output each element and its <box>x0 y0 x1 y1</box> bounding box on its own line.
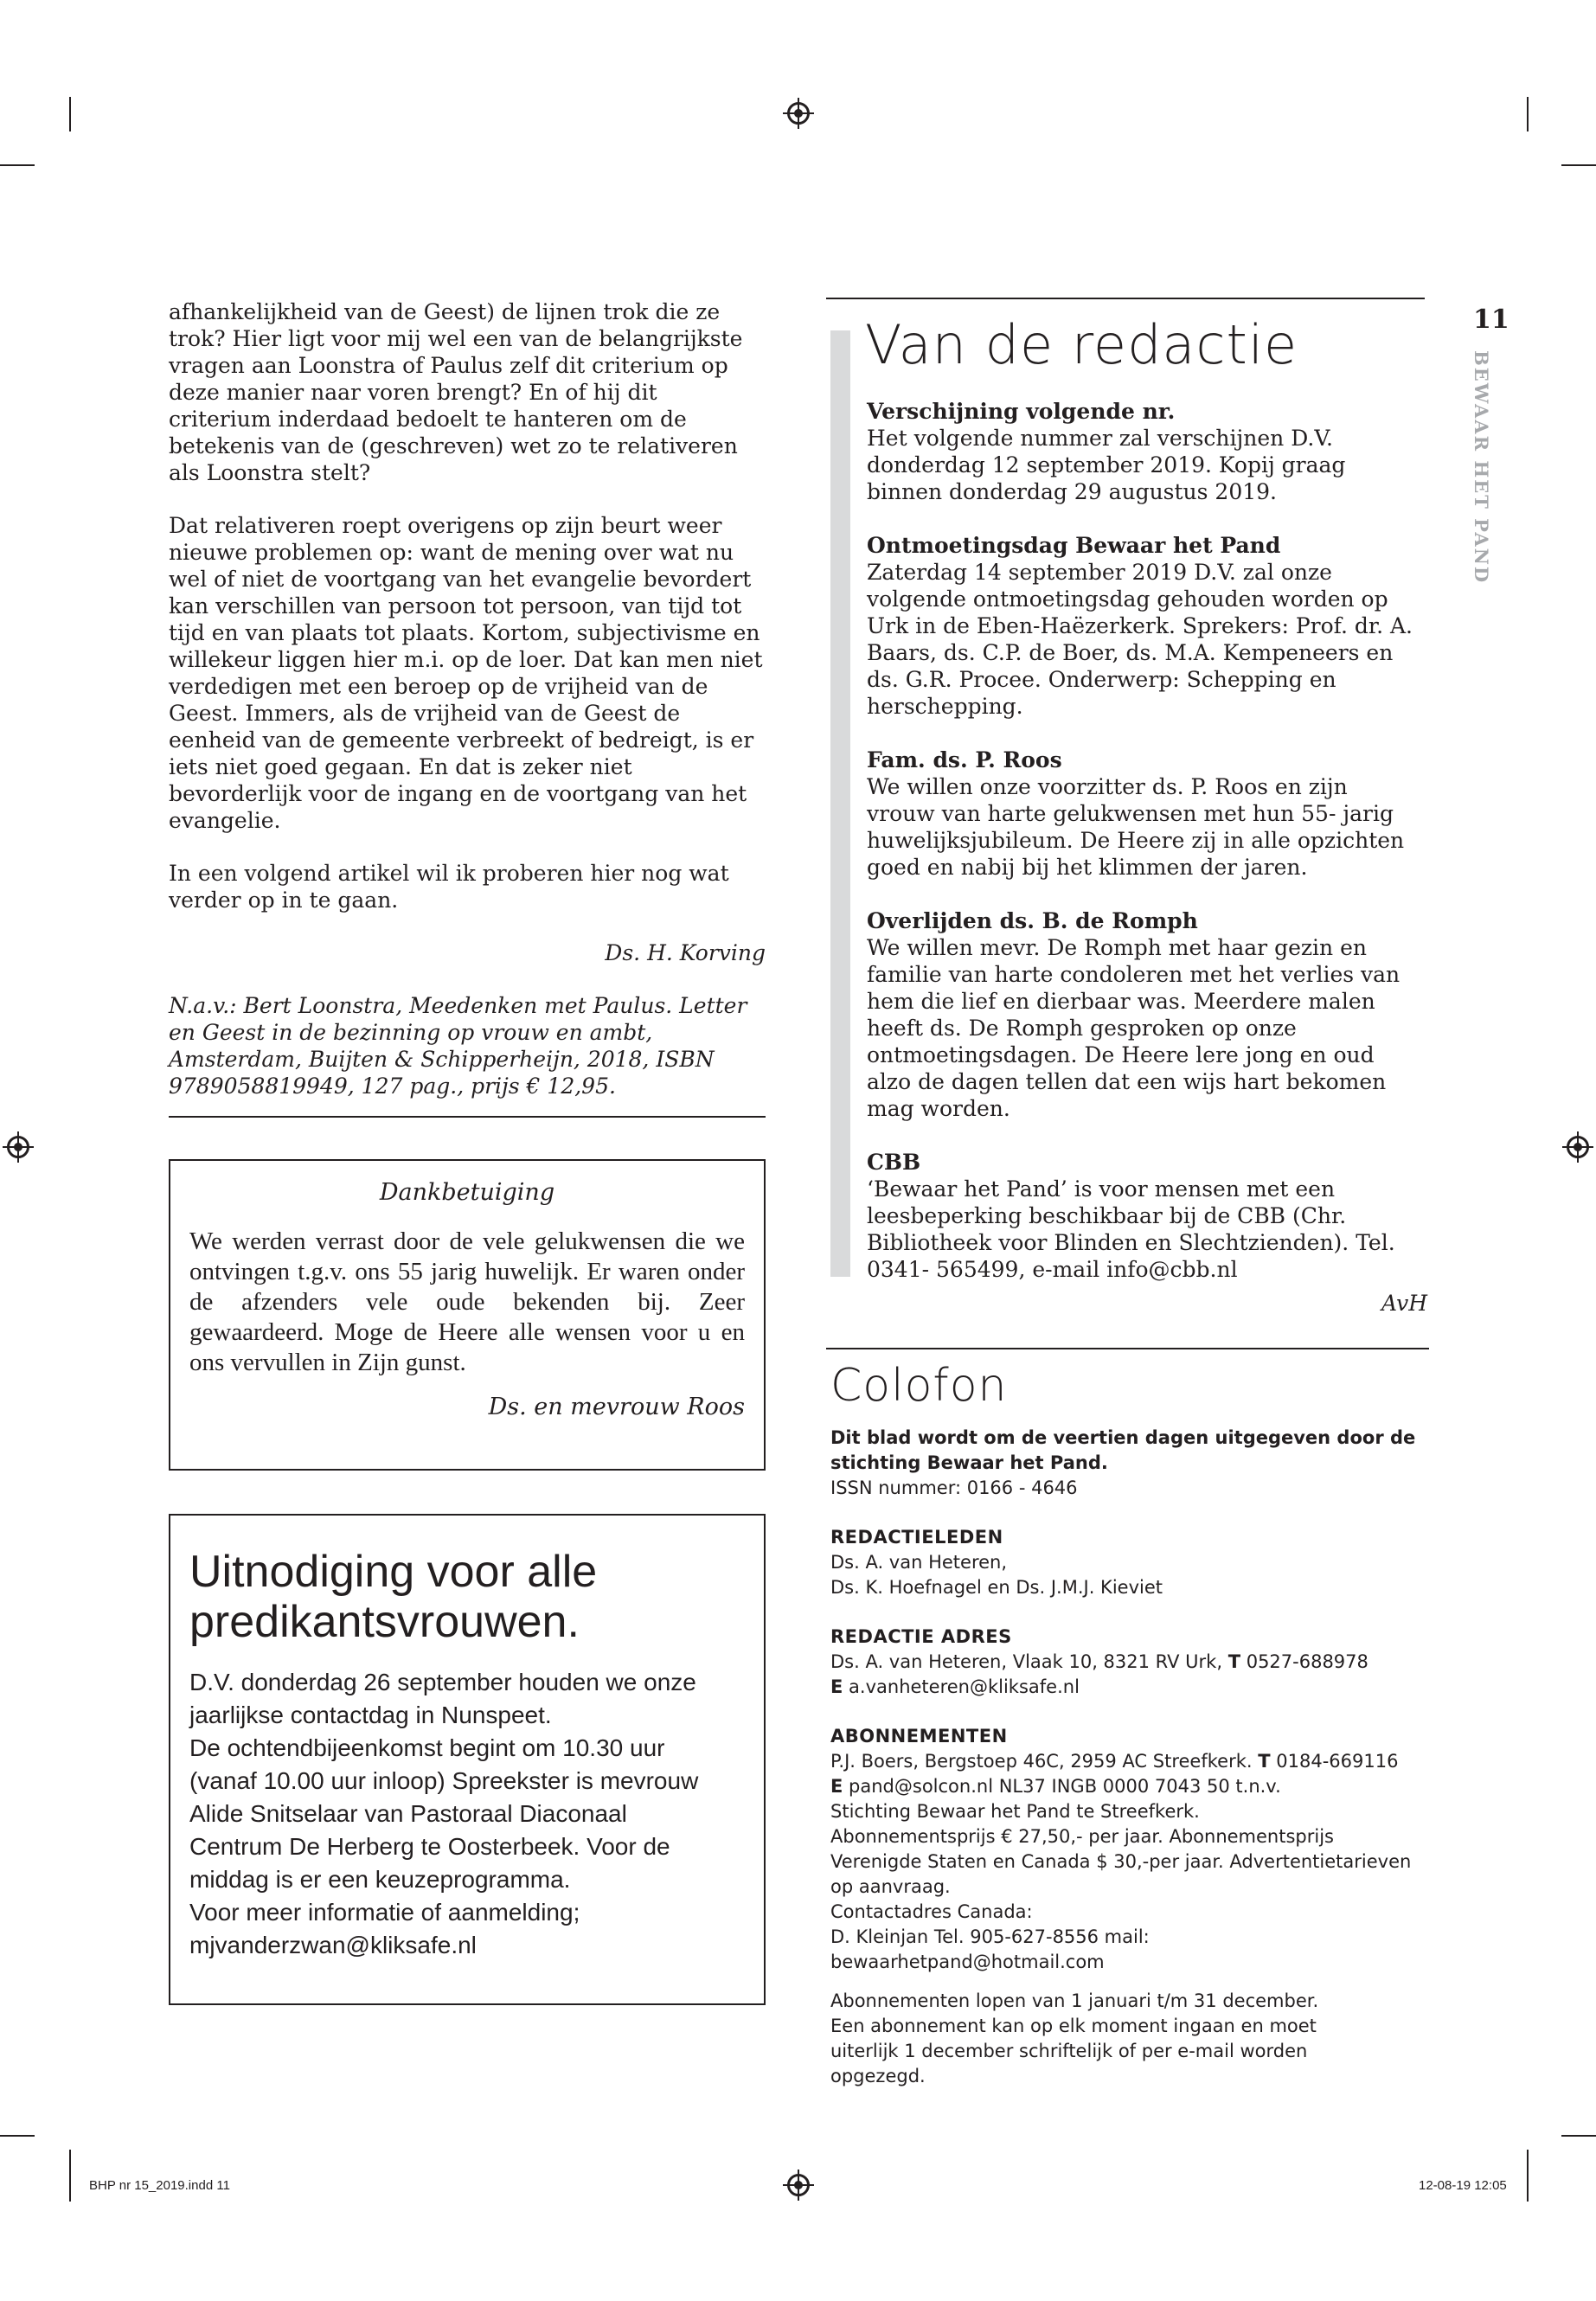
divider <box>826 298 1425 299</box>
redactie-body <box>867 398 1427 1317</box>
uitnodiging-text: D.V. donderdag 26 september houden we onze jaarlijkse contactdag in Nunspeet. De ochtendbijeenkomst begint om 10.30 uur (vanaf 10.00 uur inloop) Spreekster is mevrouw Alide Snitselaar van Pastoraal Diaconaal Centrum De Herberg te Oosterbeek. Voor de middag is er een keuzeprogramma. Voor meer informatie of aanmelding; mjvanderzwan@kliksafe.nl <box>189 1666 745 1962</box>
colofon-title: Colofon <box>830 1360 1008 1412</box>
redactie-email: a.vanheteren@kliksafe.nl <box>849 1676 1080 1697</box>
article-paragraph: In een volgend artikel wil ik proberen hier nog wat verder op in te gaan. <box>169 861 729 913</box>
redactie-text: ‘Bewaar het Pand’ is voor mensen met een leesbeperking beschikbaar bij de CBB (Chr. Bibliotheek voor Blinden en Slechtzienden). Tel. 0341- 565499, e-mail info@cbb.nl <box>867 1176 1395 1282</box>
article-reference-note: N.a.v.: Bert Loonstra, Meedenken met Paulus. Letter en Geest in de bezinning op vrouw en ambt, Amsterdam, Buijten & Schipperheijn, 2018, ISBN 9789058819949, 127 pag., prijs € 12,95. <box>169 993 747 1099</box>
crop-mark <box>0 164 35 166</box>
crop-mark <box>1527 2150 1529 2202</box>
redactie-title: Van de redactie <box>865 313 1298 376</box>
uitnodiging-title: Uitnodiging voor alle predikantsvrouwen. <box>189 1547 598 1647</box>
redactie-signature: AvH <box>1381 1291 1427 1316</box>
redactie-text: We willen onze voorzitter ds. P. Roos en zijn vrouw van harte gelukwensen met hun 55- jarig huwelijksjubileum. De Heere zij in alle opzichten goed en nabij bij het klimmen der jaren. <box>867 774 1405 880</box>
redactie-heading: Fam. ds. P. Roos <box>867 747 1062 772</box>
redactie-heading: Ontmoetingsdag Bewaar het Pand <box>867 533 1281 558</box>
redactie-text: Zaterdag 14 september 2019 D.V. zal onze volgende ontmoetingsdag gehouden worden op Urk in de Eben-Haëzerkerk. Sprekers: Prof. dr. A. Baars, ds. C.P. de Boer, ds. M.A. Kempeneers en ds. G.R. Procee. Onderwerp: Schepping en herschepping. <box>867 560 1413 719</box>
redactie-text: We willen mevr. De Romph met haar gezin en familie van harte condoleren met het verlies van hem die lief en dierbaar was. Meerdere malen heeft ds. De Romph gesproken op onze ontmoetingsdagen. De Heere lere jong en oud alzo de dagen tellen dat een wijs hart bekomen mag worden. <box>867 935 1401 1121</box>
crop-mark <box>0 2135 35 2137</box>
colofon-issn: ISSN nummer: 0166 - 4646 <box>830 1477 1078 1498</box>
uitnodiging-box <box>169 1514 766 2005</box>
footer-datetime: 12-08-19 12:05 <box>1419 2178 1507 2193</box>
redactie-heading: Overlijden ds. B. de Romph <box>867 908 1198 933</box>
page-number: 11 <box>1473 304 1509 335</box>
divider <box>169 1116 766 1118</box>
redactie-grey-bar <box>830 330 850 1277</box>
registration-mark-icon <box>1567 1136 1589 1158</box>
article-signature: Ds. H. Korving <box>605 940 766 965</box>
dankbetuiging-box <box>169 1159 766 1471</box>
article-text <box>169 298 766 1125</box>
registration-mark-icon <box>7 1136 29 1158</box>
redactie-heading: CBB <box>867 1150 921 1175</box>
crop-mark <box>1561 2135 1596 2137</box>
redactie-heading: Verschijning volgende nr. <box>867 399 1176 424</box>
colofon-intro: Dit blad wordt om de veertien dagen uitgegeven door de stichting Bewaar het Pand. <box>830 1427 1416 1473</box>
colofon-heading: REDACTIE ADRES <box>830 1626 1012 1647</box>
registration-mark-icon <box>787 2174 810 2196</box>
article-paragraph: afhankelijkheid van de Geest) de lijnen trok die ze trok? Hier ligt voor mij wel een van de belangrijkste vragen aan Loonstra of Paulus zelf dit criterium op deze manier naar voren brengt? En of hij dit criterium inderdaad bedoelt te hanteren om de betekenis van de (geschreven) wet zo te relativeren als Loonstra stelt? <box>169 299 743 485</box>
article-paragraph: Dat relativeren roept overigens op zijn beurt weer nieuwe problemen op: want de mening over wat nu wel of niet de voortgang van het evangelie bevordert kan verschillen van persoon tot persoon, van tijd tot tijd en van plaats tot plaats. Kortom, subjectivisme en willekeur liggen hier m.i. op de loer. Dat kan men niet verdedigen met een beroep op de vrijheid van de Geest. Immers, als de vrijheid van de Geest de eenheid van de gemeente verbreekt of bedreigt, is er iets niet goed gegaan. En dat is zeker niet bevorderlijk voor de ingang en de voortgang van het evangelie. <box>169 513 763 833</box>
uitnodiging-email: mjvanderzwan@kliksafe.nl <box>189 1932 477 1958</box>
crop-mark <box>1561 164 1596 166</box>
crop-mark <box>69 97 71 131</box>
crop-mark <box>69 2150 71 2202</box>
colofon-heading: REDACTIELEDEN <box>830 1527 1003 1548</box>
colofon-body: Dit blad wordt om de veertien dagen uitgegeven door de stichting Bewaar het Pand. ISSN nummer: 0166 - 4646 REDACTIELEDEN Ds. A. van Heteren, Ds. K. Hoefnagel en Ds. J.M.J. Kieviet REDACTIE ADRES Ds. A. van Heteren, Vlaak 10, 8321 RV Urk, T 0527-688978 E a.vanheteren@kliksafe.nl ABONNEMENTEN P.J. Boers, Bergstoep 46C, 2959 AC Streefkerk. T 0184-669116 E pand@solcon.nl NL37 INGB 0000 7043 50 t.n.v. Stichting Bewaar het Pand te Streefkerk. Abonnementsprijs € 27,50,- per jaar. Abonnementsprijs Verenigde Staten en Canada $ 30,-per jaar. Advertentietarieven op aanvraag. Contactadres Canada: D. Kleinjan Tel. 905-627-8556 mail: bewaarhetpand@hotmail.com Abonnementen lopen van 1 januari t/m 31 december. Een abonnement kan op elk moment ingaan en moet uiterlijk 1 december schriftelijk of per e-mail worden opgezegd. <box>830 1426 1427 2089</box>
footer-file-slug: BHP nr 15_2019.indd 11 <box>89 2178 230 2193</box>
registration-mark-icon <box>787 102 810 125</box>
dankbetuiging-text: We werden verrast door de vele gelukwensen die we ontvingen t.g.v. ons 55 jarig huwelijk. Er waren onder de afzenders vele oude bekenden bij. Zeer gewaardeerd. Moge de Heere alle wensen voor u en ons vervullen in Zijn gunst. <box>189 1227 745 1376</box>
side-tab-label: BEWAAR HET PAND <box>1471 350 1492 585</box>
redactie-text: Het volgende nummer zal verschijnen D.V. donderdag 12 september 2019. Kopij graag binnen donderdag 29 augustus 2019. <box>867 426 1346 504</box>
divider <box>826 1348 1429 1349</box>
dankbetuiging-signature: Ds. en mevrouw Roos <box>488 1394 745 1420</box>
colofon-heading: ABONNEMENTEN <box>830 1726 1008 1747</box>
crop-mark <box>1527 97 1529 131</box>
dankbetuiging-title: Dankbetuiging <box>379 1179 555 1206</box>
